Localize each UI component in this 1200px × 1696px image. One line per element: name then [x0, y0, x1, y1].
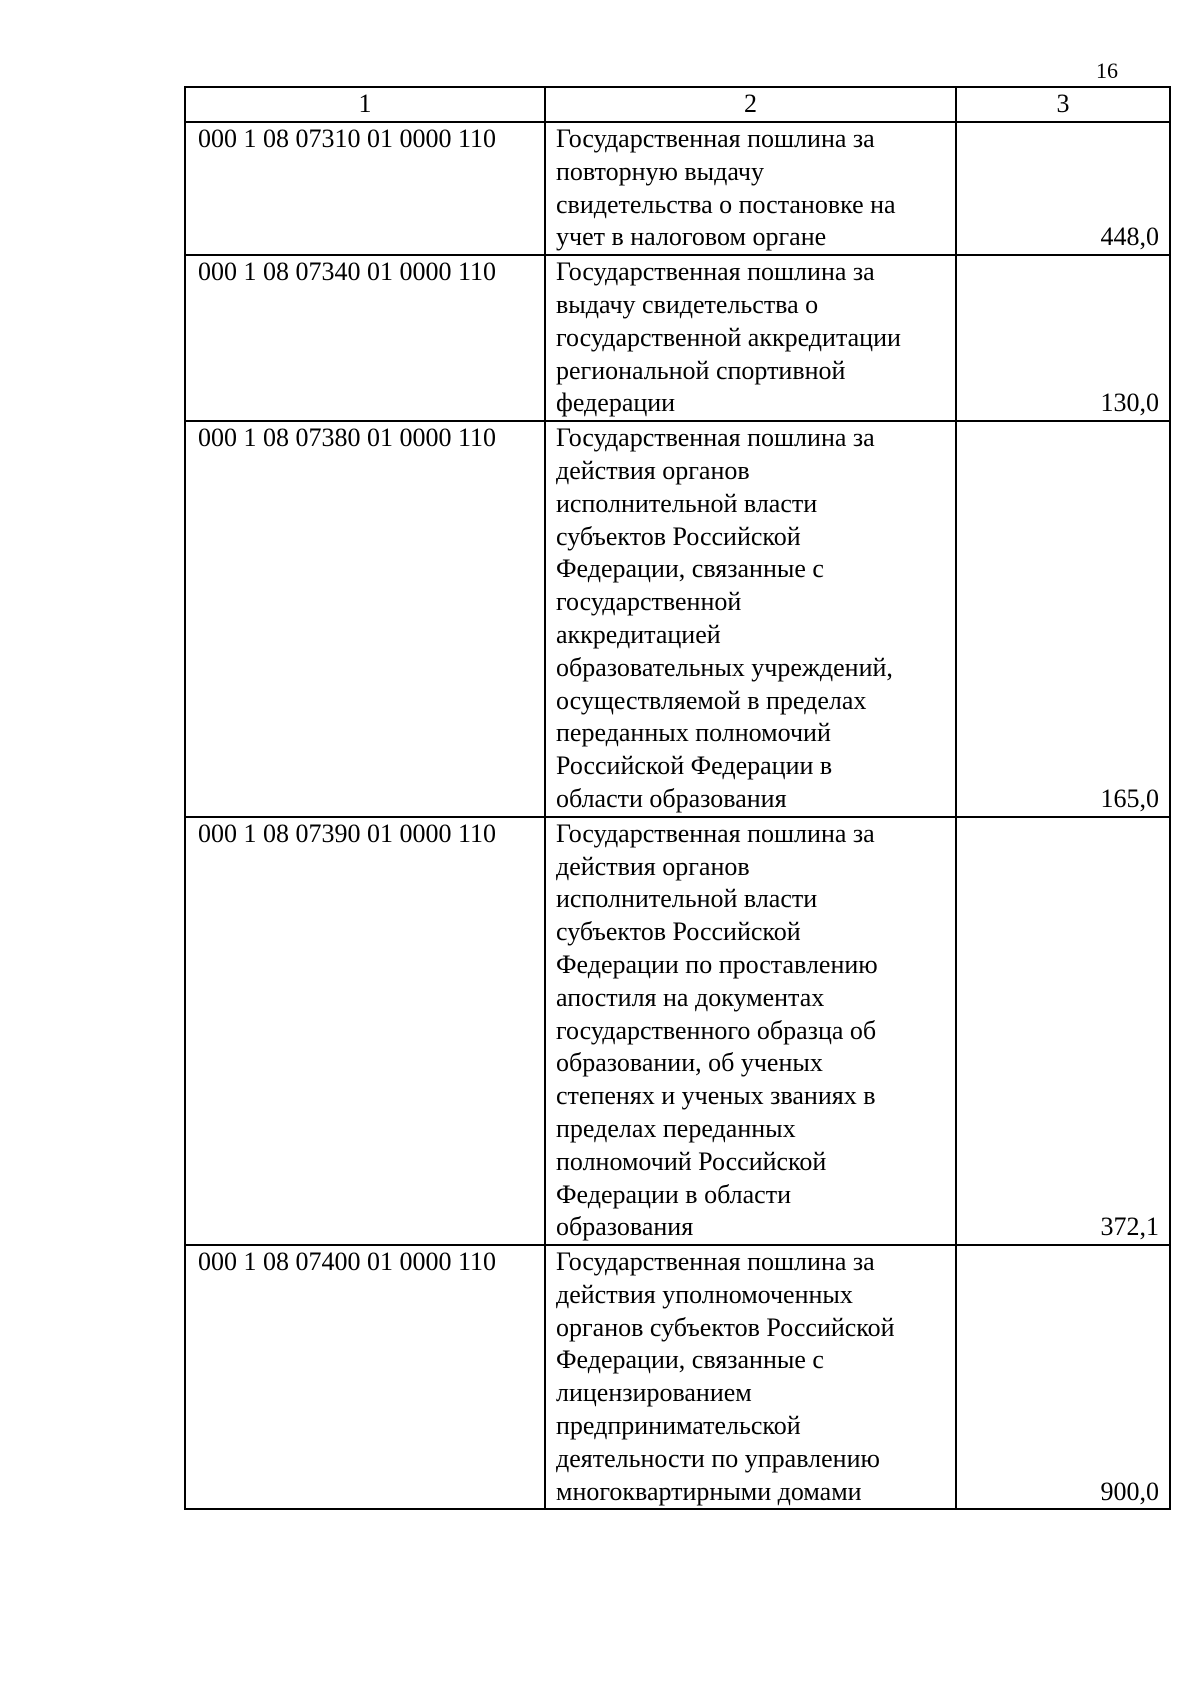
revenue-code-cell: 000 1 08 07400 01 0000 110	[185, 1245, 545, 1509]
description-line: апостиля на документах	[556, 982, 825, 1012]
header-col-2: 2	[545, 87, 956, 122]
description-line: действия органов	[556, 455, 750, 485]
table-body	[185, 87, 1170, 1509]
description-line: действия уполномоченных	[556, 1279, 853, 1309]
page-number: 16	[1096, 58, 1118, 83]
description-line: государственного образца об	[556, 1015, 877, 1045]
table-row	[185, 255, 1170, 421]
description-line: Федерации в области	[556, 1179, 791, 1209]
description-line: деятельности по управлению	[556, 1443, 880, 1473]
revenue-description-cell	[545, 1245, 956, 1509]
description-line: исполнительной власти	[556, 488, 818, 518]
description-line: повторную выдачу	[556, 156, 764, 186]
description-line: федерации	[556, 388, 676, 418]
description-line: выдачу свидетельства о	[556, 289, 819, 319]
table-header-row	[185, 87, 1170, 122]
table-row	[185, 1245, 1170, 1509]
description-line: области образования	[556, 783, 787, 813]
description-line: лицензированием	[556, 1378, 752, 1408]
description-line: образования	[556, 1212, 694, 1242]
table-row	[185, 122, 1170, 255]
description-line: аккредитацией	[556, 619, 721, 649]
description-line: образовании, об ученых	[556, 1048, 823, 1078]
header-col-3: 3	[956, 87, 1170, 122]
description-line: субъектов Российской	[556, 917, 801, 947]
description-line: Федерации, связанные с	[556, 1345, 824, 1375]
revenue-description-cell	[545, 255, 956, 421]
description-line: осуществляемой в пределах	[556, 685, 867, 715]
description-line: переданных полномочий	[556, 718, 831, 748]
amount-cell: 165,0	[956, 421, 1170, 817]
revenue-code-cell: 000 1 08 07340 01 0000 110	[185, 255, 545, 421]
description-line: учет в налоговом органе	[556, 222, 827, 252]
header-col-1: 1	[185, 87, 545, 122]
description-line: Государственная пошлина за	[556, 1247, 875, 1277]
budget-table	[184, 86, 1171, 1510]
description-line: образовательных учреждений,	[556, 652, 893, 682]
amount-cell: 372,1	[956, 817, 1170, 1245]
description-line: государственной	[556, 587, 742, 617]
revenue-code-cell: 000 1 08 07390 01 0000 110	[185, 817, 545, 1245]
description-line: Российской Федерации в	[556, 751, 833, 781]
description-line: степенях и ученых званиях в	[556, 1081, 876, 1111]
revenue-description-cell	[545, 421, 956, 817]
amount-cell: 130,0	[956, 255, 1170, 421]
description-line: действия органов	[556, 851, 750, 881]
description-line: Государственная пошлина за	[556, 257, 875, 287]
description-line: Государственная пошлина за	[556, 818, 875, 848]
amount-cell: 900,0	[956, 1245, 1170, 1509]
revenue-description-cell	[545, 817, 956, 1245]
table-row	[185, 817, 1170, 1245]
amount-cell: 448,0	[956, 122, 1170, 255]
description-line: исполнительной власти	[556, 884, 818, 914]
description-line: Федерации, связанные с	[556, 554, 824, 584]
revenue-description-cell	[545, 122, 956, 255]
revenue-code-cell: 000 1 08 07380 01 0000 110	[185, 421, 545, 817]
description-line: полномочий Российской	[556, 1146, 827, 1176]
table-row	[185, 421, 1170, 817]
description-line: Государственная пошлина за	[556, 124, 875, 153]
description-line: субъектов Российской	[556, 521, 801, 551]
description-line: свидетельства о постановке на	[556, 189, 896, 219]
description-line: Федерации по проставлению	[556, 949, 878, 979]
revenue-code-cell: 000 1 08 07310 01 0000 110	[185, 122, 545, 255]
description-line: многоквартирными домами	[556, 1476, 862, 1506]
description-line: органов субъектов Российской	[556, 1312, 895, 1342]
description-line: региональной спортивной	[556, 355, 846, 385]
description-line: предпринимательской	[556, 1411, 801, 1441]
description-line: пределах переданных	[556, 1113, 796, 1143]
description-line: государственной аккредитации	[556, 322, 901, 352]
description-line: Государственная пошлина за	[556, 423, 875, 453]
